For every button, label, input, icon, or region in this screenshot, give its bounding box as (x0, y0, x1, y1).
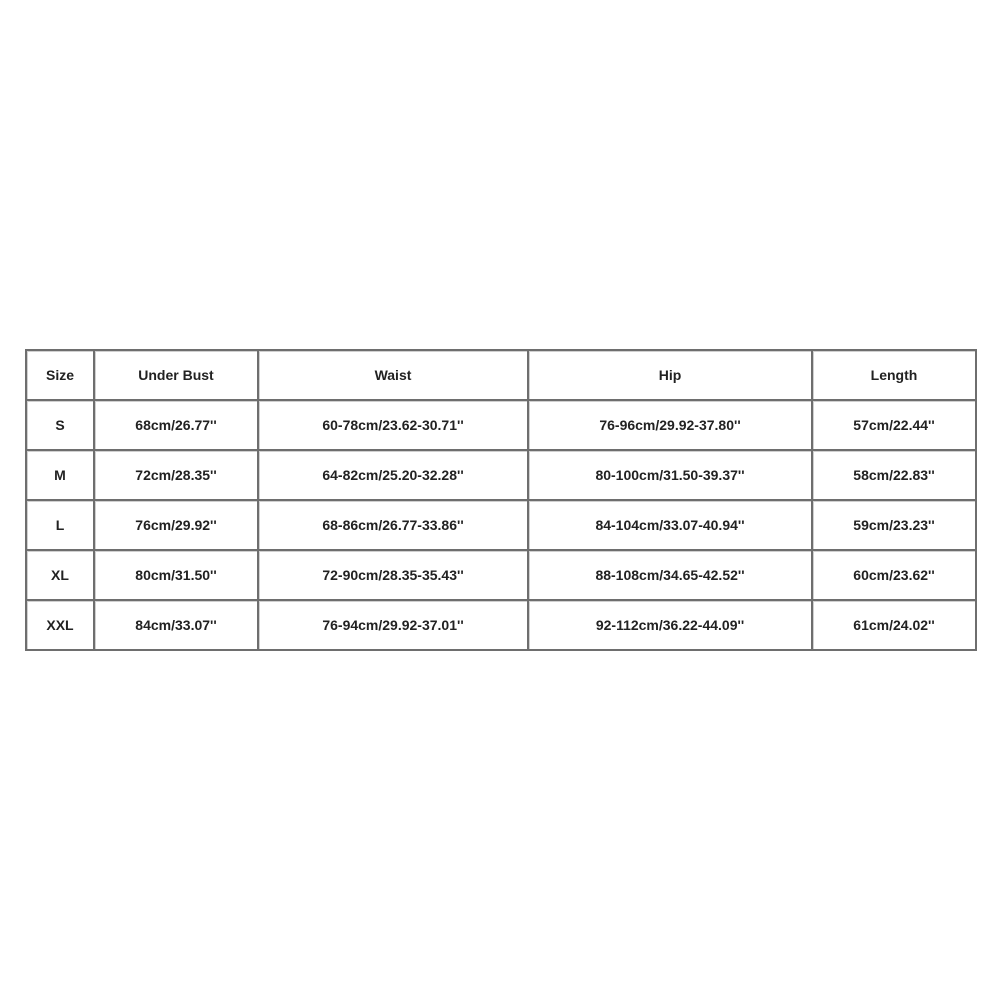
cell-under-bust: 80cm/31.50'' (95, 551, 259, 601)
header-hip: Hip (529, 351, 813, 401)
cell-under-bust: 76cm/29.92'' (95, 501, 259, 551)
header-under-bust: Under Bust (95, 351, 259, 401)
cell-size: M (27, 451, 95, 501)
table-row (27, 501, 977, 551)
cell-waist: 76-94cm/29.92-37.01'' (259, 601, 529, 651)
cell-hip: 88-108cm/34.65-42.52'' (529, 551, 813, 601)
table-row (27, 451, 977, 501)
header-length: Length (813, 351, 977, 401)
cell-length: 61cm/24.02'' (813, 601, 977, 651)
cell-under-bust: 68cm/26.77'' (95, 401, 259, 451)
table-row (27, 601, 977, 651)
table-row (27, 551, 977, 601)
cell-under-bust: 84cm/33.07'' (95, 601, 259, 651)
table-row (27, 401, 977, 451)
cell-waist: 60-78cm/23.62-30.71'' (259, 401, 529, 451)
cell-hip: 84-104cm/33.07-40.94'' (529, 501, 813, 551)
cell-waist: 64-82cm/25.20-32.28'' (259, 451, 529, 501)
cell-size: S (27, 401, 95, 451)
cell-hip: 76-96cm/29.92-37.80'' (529, 401, 813, 451)
cell-waist: 68-86cm/26.77-33.86'' (259, 501, 529, 551)
cell-size: XL (27, 551, 95, 601)
cell-size: XXL (27, 601, 95, 651)
cell-under-bust: 72cm/28.35'' (95, 451, 259, 501)
header-size: Size (27, 351, 95, 401)
size-chart-table (25, 349, 977, 651)
header-waist: Waist (259, 351, 529, 401)
header-row (27, 351, 977, 401)
cell-size: L (27, 501, 95, 551)
cell-length: 59cm/23.23'' (813, 501, 977, 551)
cell-length: 58cm/22.83'' (813, 451, 977, 501)
cell-length: 57cm/22.44'' (813, 401, 977, 451)
cell-waist: 72-90cm/28.35-35.43'' (259, 551, 529, 601)
cell-hip: 92-112cm/36.22-44.09'' (529, 601, 813, 651)
cell-length: 60cm/23.62'' (813, 551, 977, 601)
cell-hip: 80-100cm/31.50-39.37'' (529, 451, 813, 501)
